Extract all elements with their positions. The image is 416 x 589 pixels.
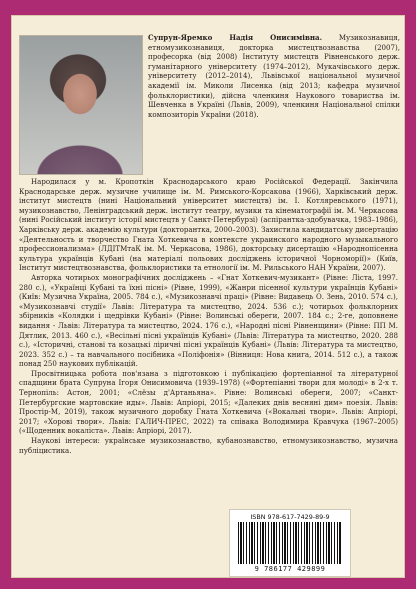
paragraph-outreach: Просвітницька робота пов'язана з підготовкою і публікацією фортепіанної та літературної спадщини брата Супруна Ігоря Онисимовича (1939–1978) («Фортепіанні твори для молоді» в 2-х т. Тернопіль: Астон, 2001; «Слёзы д'Артаньяна». Рівне: Волинські обереги, 2007; «Санкт-Петербургские мартовские иды». Львів: Апріорі, 2015; «Далеких днів весняні дим» поезія. Львів: Простір-М, 2019), також музичного доробку Гната Хоткевича («Вокальні твори». Львів: Апріорі, 2017; «Хорові твори». Львів: ГАЛИЧ-ПРЕС, 2022) та співака Володимира Кравчука (1967–2005) («Щоденник вокаліста». Львів: Апріорі, 2017). — [19, 368, 398, 436]
author-intro: Музикознавиця, етномузикознавиця, докторка мистецтвознавства (2007), професорка (від 2008) Інституту мистецтв Рівненського держ. гуманітарного університету (1974–2012), Мукачівського держ. університету (2012–2014), Львівської національної музичної академії ім. Миколи Лисенка (від 2013; кафедра музичної фольклористики), дійсна членкиня Наукового товариства ім. Шевченка в Україні (Львів, 2009), членкиня Національної спілки композиторів України (2018). — [148, 33, 400, 119]
author-name: Супрун-Яремко Надія Онисимівна. — [148, 33, 323, 42]
barcode-bars — [238, 522, 342, 564]
text-panel — [11, 15, 405, 578]
author-bio — [148, 33, 400, 119]
biography-text — [19, 177, 398, 455]
barcode-number: 9 786177 429899 — [254, 565, 326, 573]
paragraph-publications: Авторка чотирьох монографічних досліджень – «Гнат Хоткевич-музикант» (Рівне: Ліста, 1997. 280 с.), «Українці Кубані та їхні пісні» (Рівне, 1999), «Жанри пісенної культури українців Кубані» (Київ: Музична Україна, 2005. 784 с.), «Музикознавчі праці» (Рівне: Видавець О. Зень, 2010. 574 с.), «Музикознавчі студії» Львів: Література та мистецтво, 2024. 536 с.); чотирьох фольклорних збірників «Колядки і щедрівки Кубані» (Рівне: Волинські обереги, 2007. 184 с.; 2-ге, доповнене видання - Львів: Література та мистецтво, 2024. 176 с.), «Народні пісні Рівненщини» (Рівне: ПП М. Дятлик, 2013. 460 с.), «Весільні пісні українців Кубані» (Львів: Література та мистецтво, 2020. 288 с.), «Історичні, станові та козацькі ліричні пісні українців Кубані» (Львів: Література та мистецтво, 2023. 352 с.) – та навчального посібника «Поліфонія» (Вінниця: Нова книга, 2014. 512 с.), а також понад 250 наукових публікацій. — [19, 272, 398, 369]
barcode — [229, 509, 351, 577]
isbn-label: ISBN 978-617-7429-89-9 — [250, 513, 330, 521]
author-photo — [19, 35, 143, 175]
paragraph-education: Народилася у м. Кропоткін Краснодарського краю Російської Федерації. Закінчила Краснодарське держ. музичне училище ім. М. Римського-Корсакова (1966), Харківський держ. інститут мистецтв (нині Національний університет мистецтв) ім. І. Котляревського (1971), музикознавство, Ленінградський держ. інститут театру, музики та кінематографії ім. М. Черкасова (нині Російський інститут історії мистецтв у Санкт-Петербурзі) (аспірантка-здобувачка, 1983–1986), Харківську держ. академію культури (докторантка, 2000–2003). Захистила кандидатську дисертацію «Деятельность и творчество Гната Хоткевича в контексте украинского народного музыкального профессионализма» (ЛДІТМтаК ім. М. Черкасова, 1986), докторську дисертацію «Народнопісенна культура українців Кубані (на матеріалі польових досліджень історичної Чорноморії)» (Київ, Інститут мистецтвознавства, фольклористики та етнології ім. М. Рильського НАН України, 2007). — [19, 177, 398, 273]
paragraph-interests: Наукові інтереси: українське музикознавство, кубанознавство, етномузикознавство, музична публіцистика. — [19, 436, 398, 455]
